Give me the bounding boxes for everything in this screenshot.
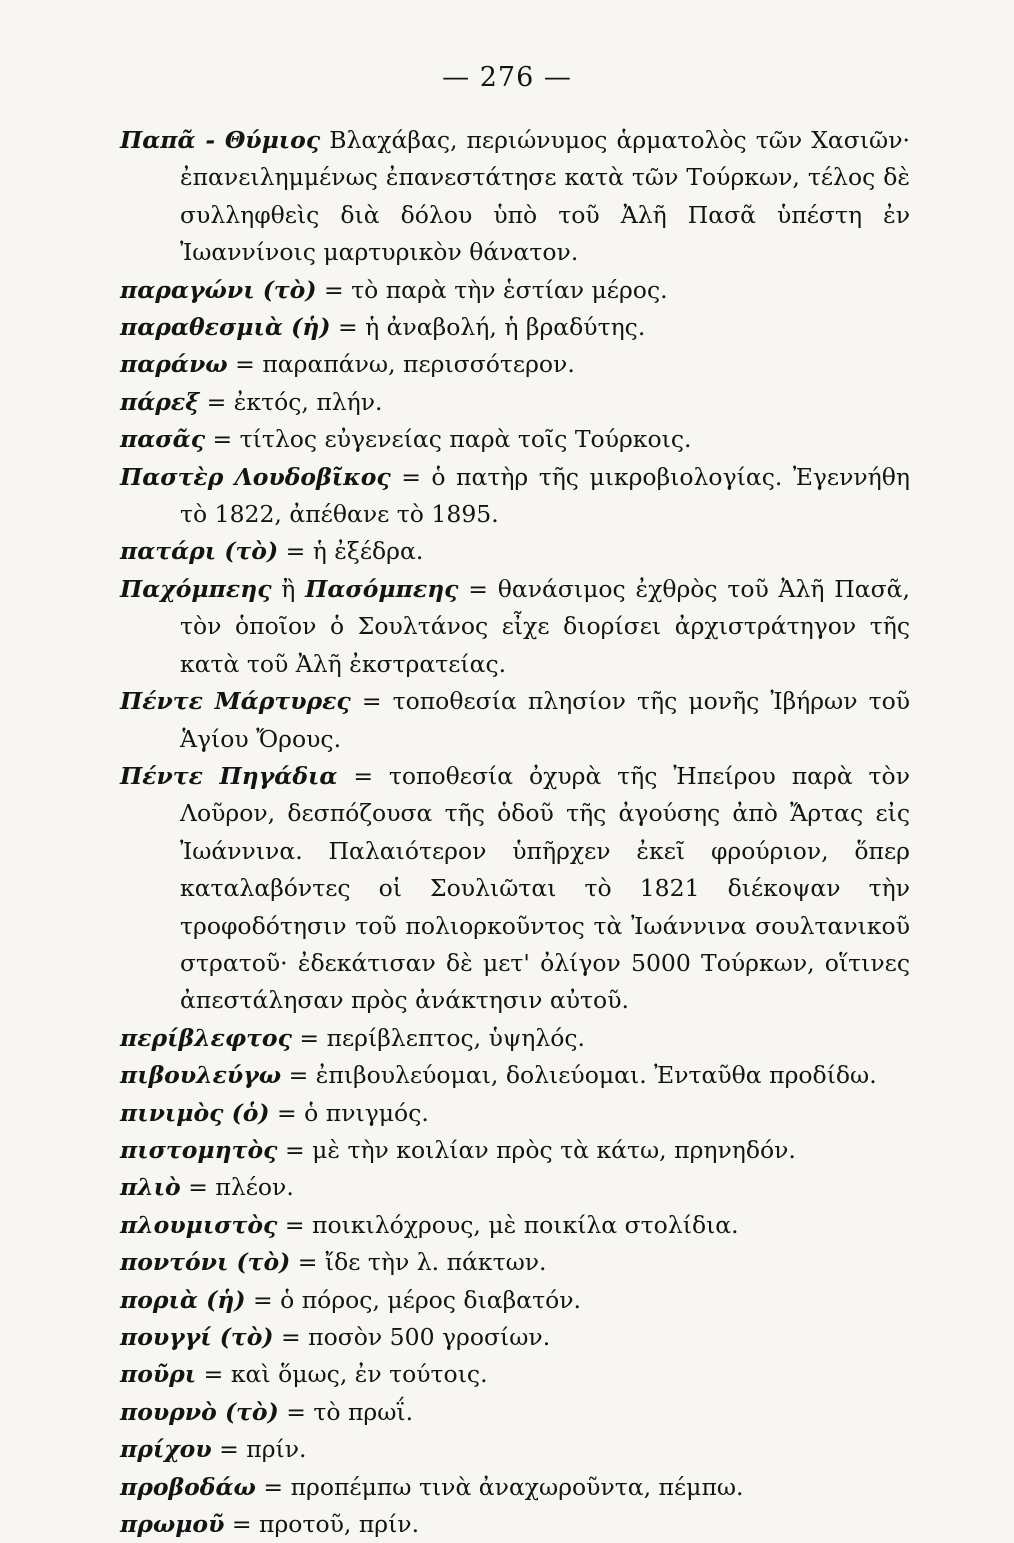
- page-number: — 276 —: [442, 62, 572, 93]
- dictionary-entry: [120, 122, 910, 272]
- entry-definition: = ἴδε τὴν λ. πάκτων.: [297, 1248, 547, 1277]
- entry-headword: πινιμὸς (ὁ): [120, 1098, 270, 1127]
- entry-headword: Παστὲρ Λουδοβῖκος: [120, 462, 391, 491]
- entry-definition: = τοποθεσία ὀχυρὰ τῆς Ἠπείρου παρὰ τὸν Λοῦρον, δεσπόζουσα τῆς ὁδοῦ τῆς ἀγούσης ἀπὸ Ἄρτας εἰς Ἰωάννινα. Παλαιότερον ὑπῆρχεν ἐκεῖ φρούριον, ὅπερ καταλαβόντες οἱ Σουλιῶται τὸ 1821 διέκοψαν τὴν τροφοδότησιν τοῦ πολιορκοῦντος τὰ Ἰωάννινα σουλτανικοῦ στρατοῦ· ἐδεκάτισαν δὲ μετ' ὀλίγον 5000 Τούρκων, οἵτινες ἀπεστάλησαν πρὸς ἀνάκτησιν αὐτοῦ.: [180, 761, 910, 1015]
- dictionary-entry: [120, 571, 910, 683]
- entry-headword: πλουμιστὸς: [120, 1210, 278, 1239]
- entry-definition: = τοποθεσία πλησίον τῆς μονῆς Ἰβήρων τοῦ Ἁγίου Ὄρους.: [180, 687, 911, 753]
- dictionary-entry: [120, 1469, 910, 1506]
- entry-definition: = τὸ πρωΐ.: [286, 1397, 414, 1426]
- entry-definition: = προπέμπω τινὰ ἀναχωροῦντα, πέμπω.: [263, 1472, 744, 1501]
- entry-definition: = ὁ πατὴρ τῆς μικροβιολογίας. Ἐγεννήθη τὸ 1822, ἀπέθανε τὸ 1895.: [180, 462, 910, 529]
- dictionary-entry: [120, 1506, 910, 1543]
- entry-definition: = πρίν.: [219, 1435, 307, 1464]
- entry-definition: = ὁ πνιγμός.: [277, 1098, 429, 1127]
- entry-headword: Πέντε Πηγάδια: [120, 761, 338, 790]
- entry-headword: παραθεσμιὰ (ἡ): [120, 313, 331, 342]
- dictionary-entry: [120, 1132, 910, 1169]
- entry-headword: πλιὸ: [120, 1173, 181, 1202]
- entry-headword: Παπᾶ - Θύμιος: [120, 126, 321, 154]
- entry-headword: πασᾶς: [120, 425, 206, 454]
- entry-headword: πάρεξ: [120, 387, 200, 416]
- dictionary-entry: [120, 459, 910, 534]
- entry-definition: = προτοῦ, πρίν.: [231, 1510, 420, 1539]
- dictionary-entry: [120, 1356, 910, 1393]
- dictionary-entry: [120, 346, 910, 383]
- entry-definition: = τὸ παρὰ τὴν ἑστίαν μέρος.: [323, 275, 668, 304]
- dictionary-entry: [120, 1057, 910, 1094]
- entry-definition: = περίβλεπτος, ὑψηλός.: [299, 1023, 586, 1052]
- entry-definition: = ὁ πόρος, μέρος διαβατόν.: [252, 1285, 582, 1314]
- dictionary-entry: [120, 1431, 910, 1468]
- entry-headword: Πέντε Μάρτυρες: [120, 687, 351, 716]
- entry-headword: πατάρι (τὸ): [120, 537, 279, 566]
- dictionary-entry: [120, 1394, 910, 1431]
- entry-definition: = παραπάνω, περισσότερον.: [235, 350, 575, 379]
- entry-headword: ποριὰ (ἡ): [120, 1285, 246, 1314]
- entry-headword: πιστομητὸς: [120, 1135, 278, 1164]
- entry-definition: = ποσὸν 500 γροσίων.: [280, 1323, 551, 1351]
- dictionary-entry: [120, 1207, 910, 1244]
- entry-definition: = ἡ ἀναβολή, ἡ βραδύτης.: [337, 313, 646, 342]
- entry-definition: = πλέον.: [188, 1173, 294, 1202]
- dictionary-entry: [120, 1169, 910, 1206]
- entry-headword: πρίχου: [120, 1435, 212, 1464]
- entry-definition: = ἐκτός, πλήν.: [206, 387, 383, 416]
- dictionary-entries: [120, 122, 910, 1543]
- entry-headword: προβοδάω: [120, 1472, 256, 1501]
- dictionary-entry: [120, 1244, 910, 1281]
- entry-headword: ποῦρι: [120, 1360, 197, 1389]
- entry-definition: = θανάσιμος ἐχθρὸς τοῦ Ἀλῆ Πασᾶ, τὸν ὁποῖον ὁ Σουλτάνος εἶχε διορίσει ἀρχιστράτηγον τῆς κατὰ τοῦ Ἀλῆ ἐκστρατείας.: [180, 574, 910, 678]
- entry-headword: Παχόμπεης: [120, 574, 272, 603]
- entry-headword: πιβουλεύγω: [120, 1061, 282, 1090]
- entry-definition: = ἐπιβουλεύομαι, δολιεύομαι. Ἐνταῦθα προδίδω.: [288, 1061, 877, 1090]
- entry-headword: πρωμοῦ: [120, 1510, 225, 1539]
- dictionary-entry: [120, 1020, 910, 1057]
- entry-headword: πουρνὸ (τὸ): [120, 1397, 279, 1426]
- dictionary-entry: [120, 309, 910, 346]
- dictionary-entry: [120, 1095, 910, 1132]
- entry-definition: = ποικιλόχρους, μὲ ποικίλα στολίδια.: [284, 1210, 739, 1239]
- entry-definition: Βλαχάβας, περιώνυμος ἁρματολὸς τῶν Χασιῶν· ἐπανειλημμένως ἐπανεστάτησε κατὰ τῶν Τούρκων, τέλος δὲ συλληφθεὶς διὰ δόλου ὑπὸ τοῦ Ἀλῆ Πασᾶ ὑπέστη ἐν Ἰωαννίνοις μαρτυρικὸν θάνατον.: [180, 126, 910, 267]
- dictionary-entry: [120, 421, 910, 458]
- entry-definition: = μὲ τὴν κοιλίαν πρὸς τὰ κάτω, πρηνηδόν.: [284, 1135, 796, 1164]
- entry-headword: πουγγί (τὸ): [120, 1323, 274, 1351]
- entry-definition: = τίτλος εὐγενείας παρὰ τοῖς Τούρκοις.: [212, 425, 692, 454]
- dictionary-entry: [120, 533, 910, 570]
- entry-connector: ἢ: [281, 574, 296, 603]
- dictionary-entry: [120, 272, 910, 309]
- entry-definition: = ἡ ἐξέδρα.: [285, 537, 424, 566]
- entry-headword: παράνω: [120, 350, 228, 379]
- dictionary-entry: [120, 384, 910, 421]
- entry-headword: ποντόνι (τὸ): [120, 1248, 291, 1277]
- entry-headword: παραγώνι (τὸ): [120, 275, 317, 304]
- entry-headword: περίβλεφτος: [120, 1023, 292, 1052]
- dictionary-entry: [120, 683, 910, 758]
- dictionary-entry: [120, 1319, 910, 1356]
- entry-definition: = καὶ ὅμως, ἐν τούτοις.: [203, 1360, 488, 1389]
- entry-headword-alt: Πασόμπεης: [305, 574, 459, 603]
- dictionary-entry: [120, 1282, 910, 1319]
- dictionary-entry: [120, 758, 910, 1020]
